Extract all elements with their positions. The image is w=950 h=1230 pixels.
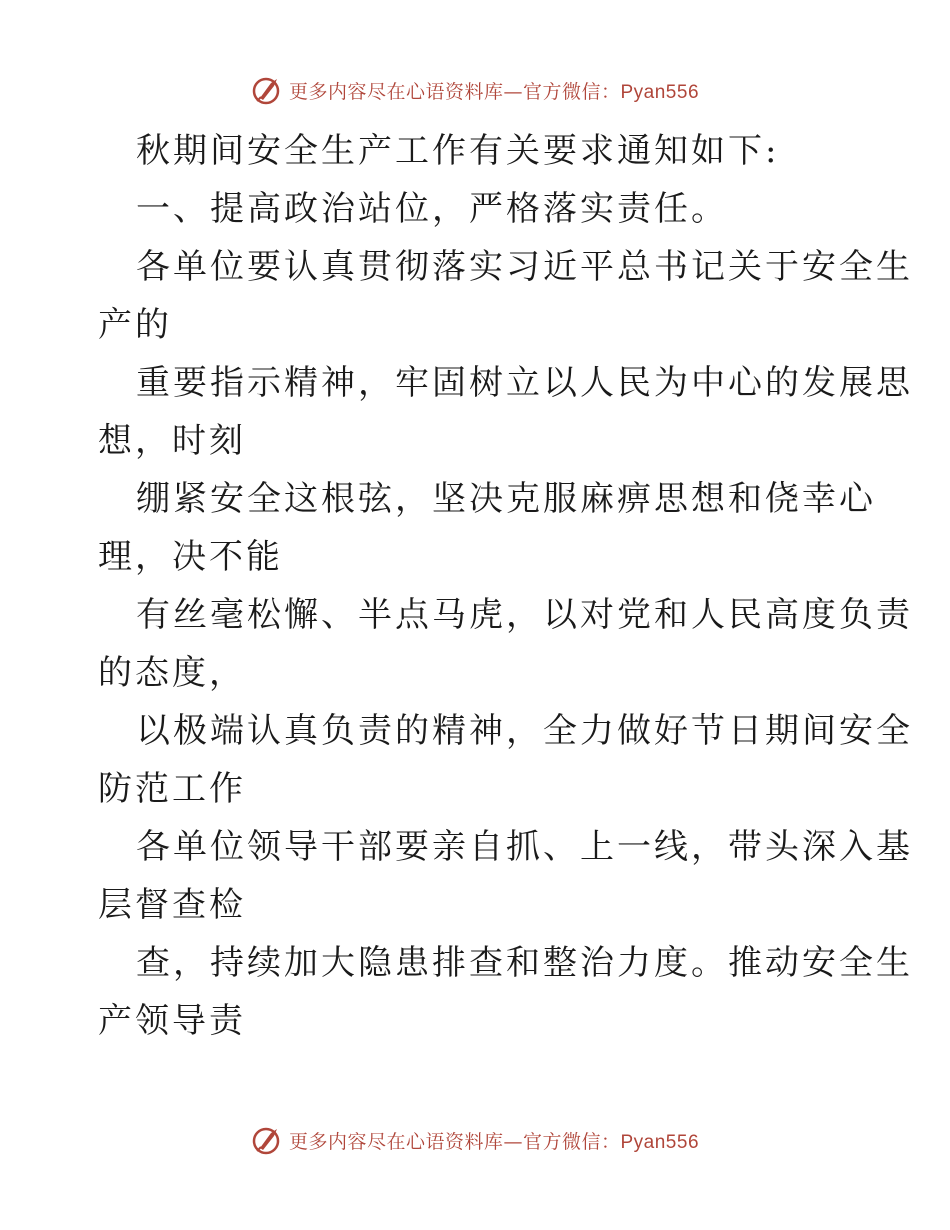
body-line: 产的 [98, 305, 172, 345]
pen-nib-logo-icon [251, 1124, 283, 1156]
header-banner-text: 更多内容尽在心语资料库—官方微信：Pyan556 [288, 80, 700, 103]
footer-banner-account: Pyan556 [620, 1131, 700, 1153]
body-line: 各单位要认真贯彻落实习近平总书记关于安全生 [136, 247, 913, 287]
body-line: 理，决不能 [98, 537, 283, 577]
body-line: 以极端认真负责的精神，全力做好节日期间安全 [136, 711, 913, 751]
header-banner [0, 70, 950, 110]
body-line: 各单位领导干部要亲自抓、上一线，带头深入基 [136, 827, 913, 867]
footer-banner-text: 更多内容尽在心语资料库—官方微信：Pyan556 [288, 1130, 700, 1153]
body-line: 层督查检 [98, 885, 246, 925]
body-line: 重要指示精神，牢固树立以人民为中心的发展思 [136, 363, 913, 403]
body-line: 想，时刻 [98, 421, 246, 461]
body-line: 的态度， [98, 653, 246, 693]
header-banner-account: Pyan556 [620, 81, 700, 103]
pen-nib-logo-icon [251, 74, 283, 106]
body-line: 秋期间安全生产工作有关要求通知如下: [136, 131, 780, 171]
body-line: 绷紧安全这根弦，坚决克服麻痹思想和侥幸心 [136, 479, 876, 519]
body-line: 防范工作 [98, 769, 246, 809]
document-body [98, 122, 913, 1050]
footer-banner [0, 1120, 950, 1160]
body-line: 查，持续加大隐患排查和整治力度。推动安全生 [136, 943, 913, 983]
section-heading: 一、提高政治站位，严格落实责任。 [136, 189, 728, 229]
body-line: 有丝毫松懈、半点马虎，以对党和人民高度负责 [136, 595, 913, 635]
body-line: 产领导责 [98, 1001, 246, 1041]
